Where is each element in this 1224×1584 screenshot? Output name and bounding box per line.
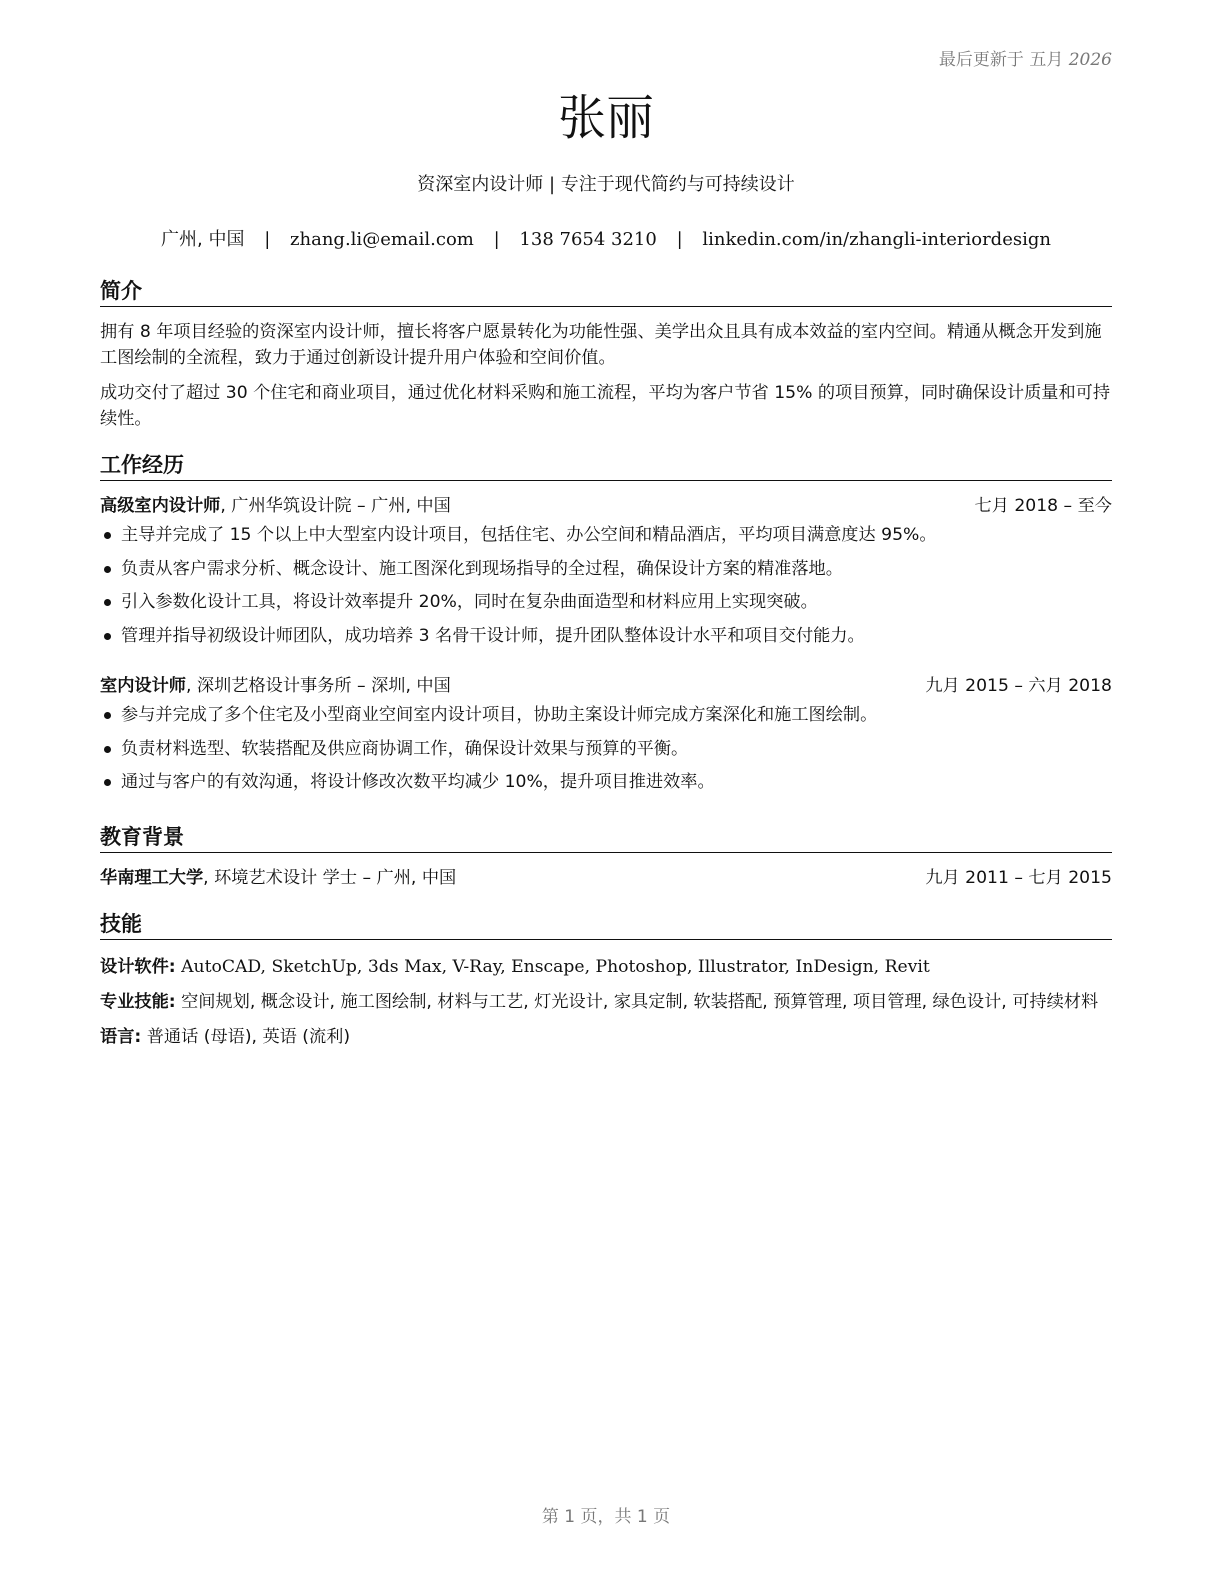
education-title: 教育背景: [100, 824, 1112, 853]
job-title-line: [100, 493, 451, 519]
education-school: 华南理工大学: [100, 868, 204, 888]
job-role: 高级室内设计师: [100, 496, 221, 516]
last-updated: [939, 45, 1112, 70]
experience-title: 工作经历: [100, 452, 1112, 481]
page-footer: 第 1 页，共 1 页: [541, 1507, 671, 1527]
skills-section: [100, 911, 1112, 1050]
summary-paragraph: 拥有 8 年项目经验的资深室内设计师，擅长将客户愿景转化为功能性强、美学出众且具有成本效益的室内空间。精通从概念开发到施工图绘制的全流程，致力于通过创新设计提升用户体验和空间价值。: [100, 322, 1102, 368]
summary-section: [100, 278, 1112, 432]
last-updated-year: 2026: [1068, 50, 1112, 70]
contact-location: 广州, 中国: [161, 229, 245, 250]
resume-page: [100, 0, 1112, 1584]
skills-software: [100, 954, 1112, 980]
tagline: 资深室内设计师 | 专注于现代简约与可持续设计: [417, 174, 795, 195]
contact-separator: |: [676, 229, 683, 250]
contact-line: [100, 225, 1112, 251]
job-header: [100, 493, 1112, 519]
list-item: 参与并完成了多个住宅及小型商业空间室内设计项目，协助主案设计师完成方案深化和施工图绘制。: [100, 699, 1112, 733]
contact-separator: |: [493, 229, 500, 250]
last-updated-label: 最后更新于 五月: [938, 50, 1064, 70]
job-bullets: [100, 519, 1112, 653]
job-title-line: [100, 673, 451, 699]
list-item: 负责从客户需求分析、概念设计、施工图深化到现场指导的全过程，确保设计方案的精准落地。: [100, 553, 1112, 587]
education-line: [100, 865, 456, 891]
contact-separator: |: [264, 229, 271, 250]
skills-professional-label: 专业技能:: [100, 992, 176, 1012]
skills-software-label: 设计软件:: [100, 957, 176, 977]
education-section: [100, 824, 1112, 891]
job-dates: 九月 2015 – 六月 2018: [925, 676, 1112, 696]
job-entry: [100, 673, 1112, 800]
list-item: 通过与客户的有效沟通，将设计修改次数平均减少 10%，提升项目推进效率。: [100, 766, 1112, 800]
job-header: [100, 673, 1112, 699]
candidate-name: 张丽: [557, 90, 654, 146]
job-org: , 广州华筑设计院 – 广州, 中国: [220, 496, 451, 516]
skills-languages-list: 普通话 (母语), 英语 (流利): [141, 1027, 351, 1047]
list-item: 负责材料选型、软装搭配及供应商协调工作，确保设计效果与预算的平衡。: [100, 733, 1112, 767]
skills-languages-label: 语言:: [100, 1027, 142, 1047]
job-dates: 七月 2018 – 至今: [974, 496, 1112, 516]
job-entry: [100, 493, 1112, 653]
contact-phone: 138 7654 3210: [519, 229, 657, 250]
skills-languages: [100, 1024, 1112, 1050]
skills-software-list: AutoCAD, SketchUp, 3ds Max, V-Ray, Enscape, Photoshop, Illustrator, InDesign, Revit: [175, 957, 930, 977]
education-detail: , 环境艺术设计 学士 – 广州, 中国: [203, 868, 457, 888]
contact-linkedin[interactable]: linkedin.com/in/zhangli-interiordesign: [702, 229, 1051, 250]
summary-paragraph: 成功交付了超过 30 个住宅和商业项目，通过优化材料采购和施工流程，平均为客户节省 15% 的项目预算，同时确保设计质量和可持续性。: [100, 383, 1111, 429]
job-role: 室内设计师: [100, 676, 186, 696]
job-org: , 深圳艺格设计事务所 – 深圳, 中国: [185, 676, 451, 696]
summary-title: 简介: [100, 278, 1112, 307]
education-dates: 九月 2011 – 七月 2015: [925, 868, 1112, 888]
skills-title: 技能: [100, 911, 1112, 940]
contact-email[interactable]: zhang.li@email.com: [290, 229, 474, 250]
education-entry: [100, 865, 1112, 891]
skills-professional-list: 空间规划, 概念设计, 施工图绘制, 材料与工艺, 灯光设计, 家具定制, 软装搭配, 预算管理, 项目管理, 绿色设计, 可持续材料: [175, 992, 1099, 1012]
list-item: 引入参数化设计工具，将设计效率提升 20%，同时在复杂曲面造型和材料应用上实现突破。: [100, 586, 1112, 620]
skills-professional: [100, 989, 1112, 1015]
list-item: 主导并完成了 15 个以上中大型室内设计项目，包括住宅、办公空间和精品酒店，平均项目满意度达 95%。: [100, 519, 1112, 553]
job-bullets: [100, 699, 1112, 800]
list-item: 管理并指导初级设计师团队，成功培养 3 名骨干设计师，提升团队整体设计水平和项目交付能力。: [100, 620, 1112, 654]
experience-section: [100, 452, 1112, 800]
